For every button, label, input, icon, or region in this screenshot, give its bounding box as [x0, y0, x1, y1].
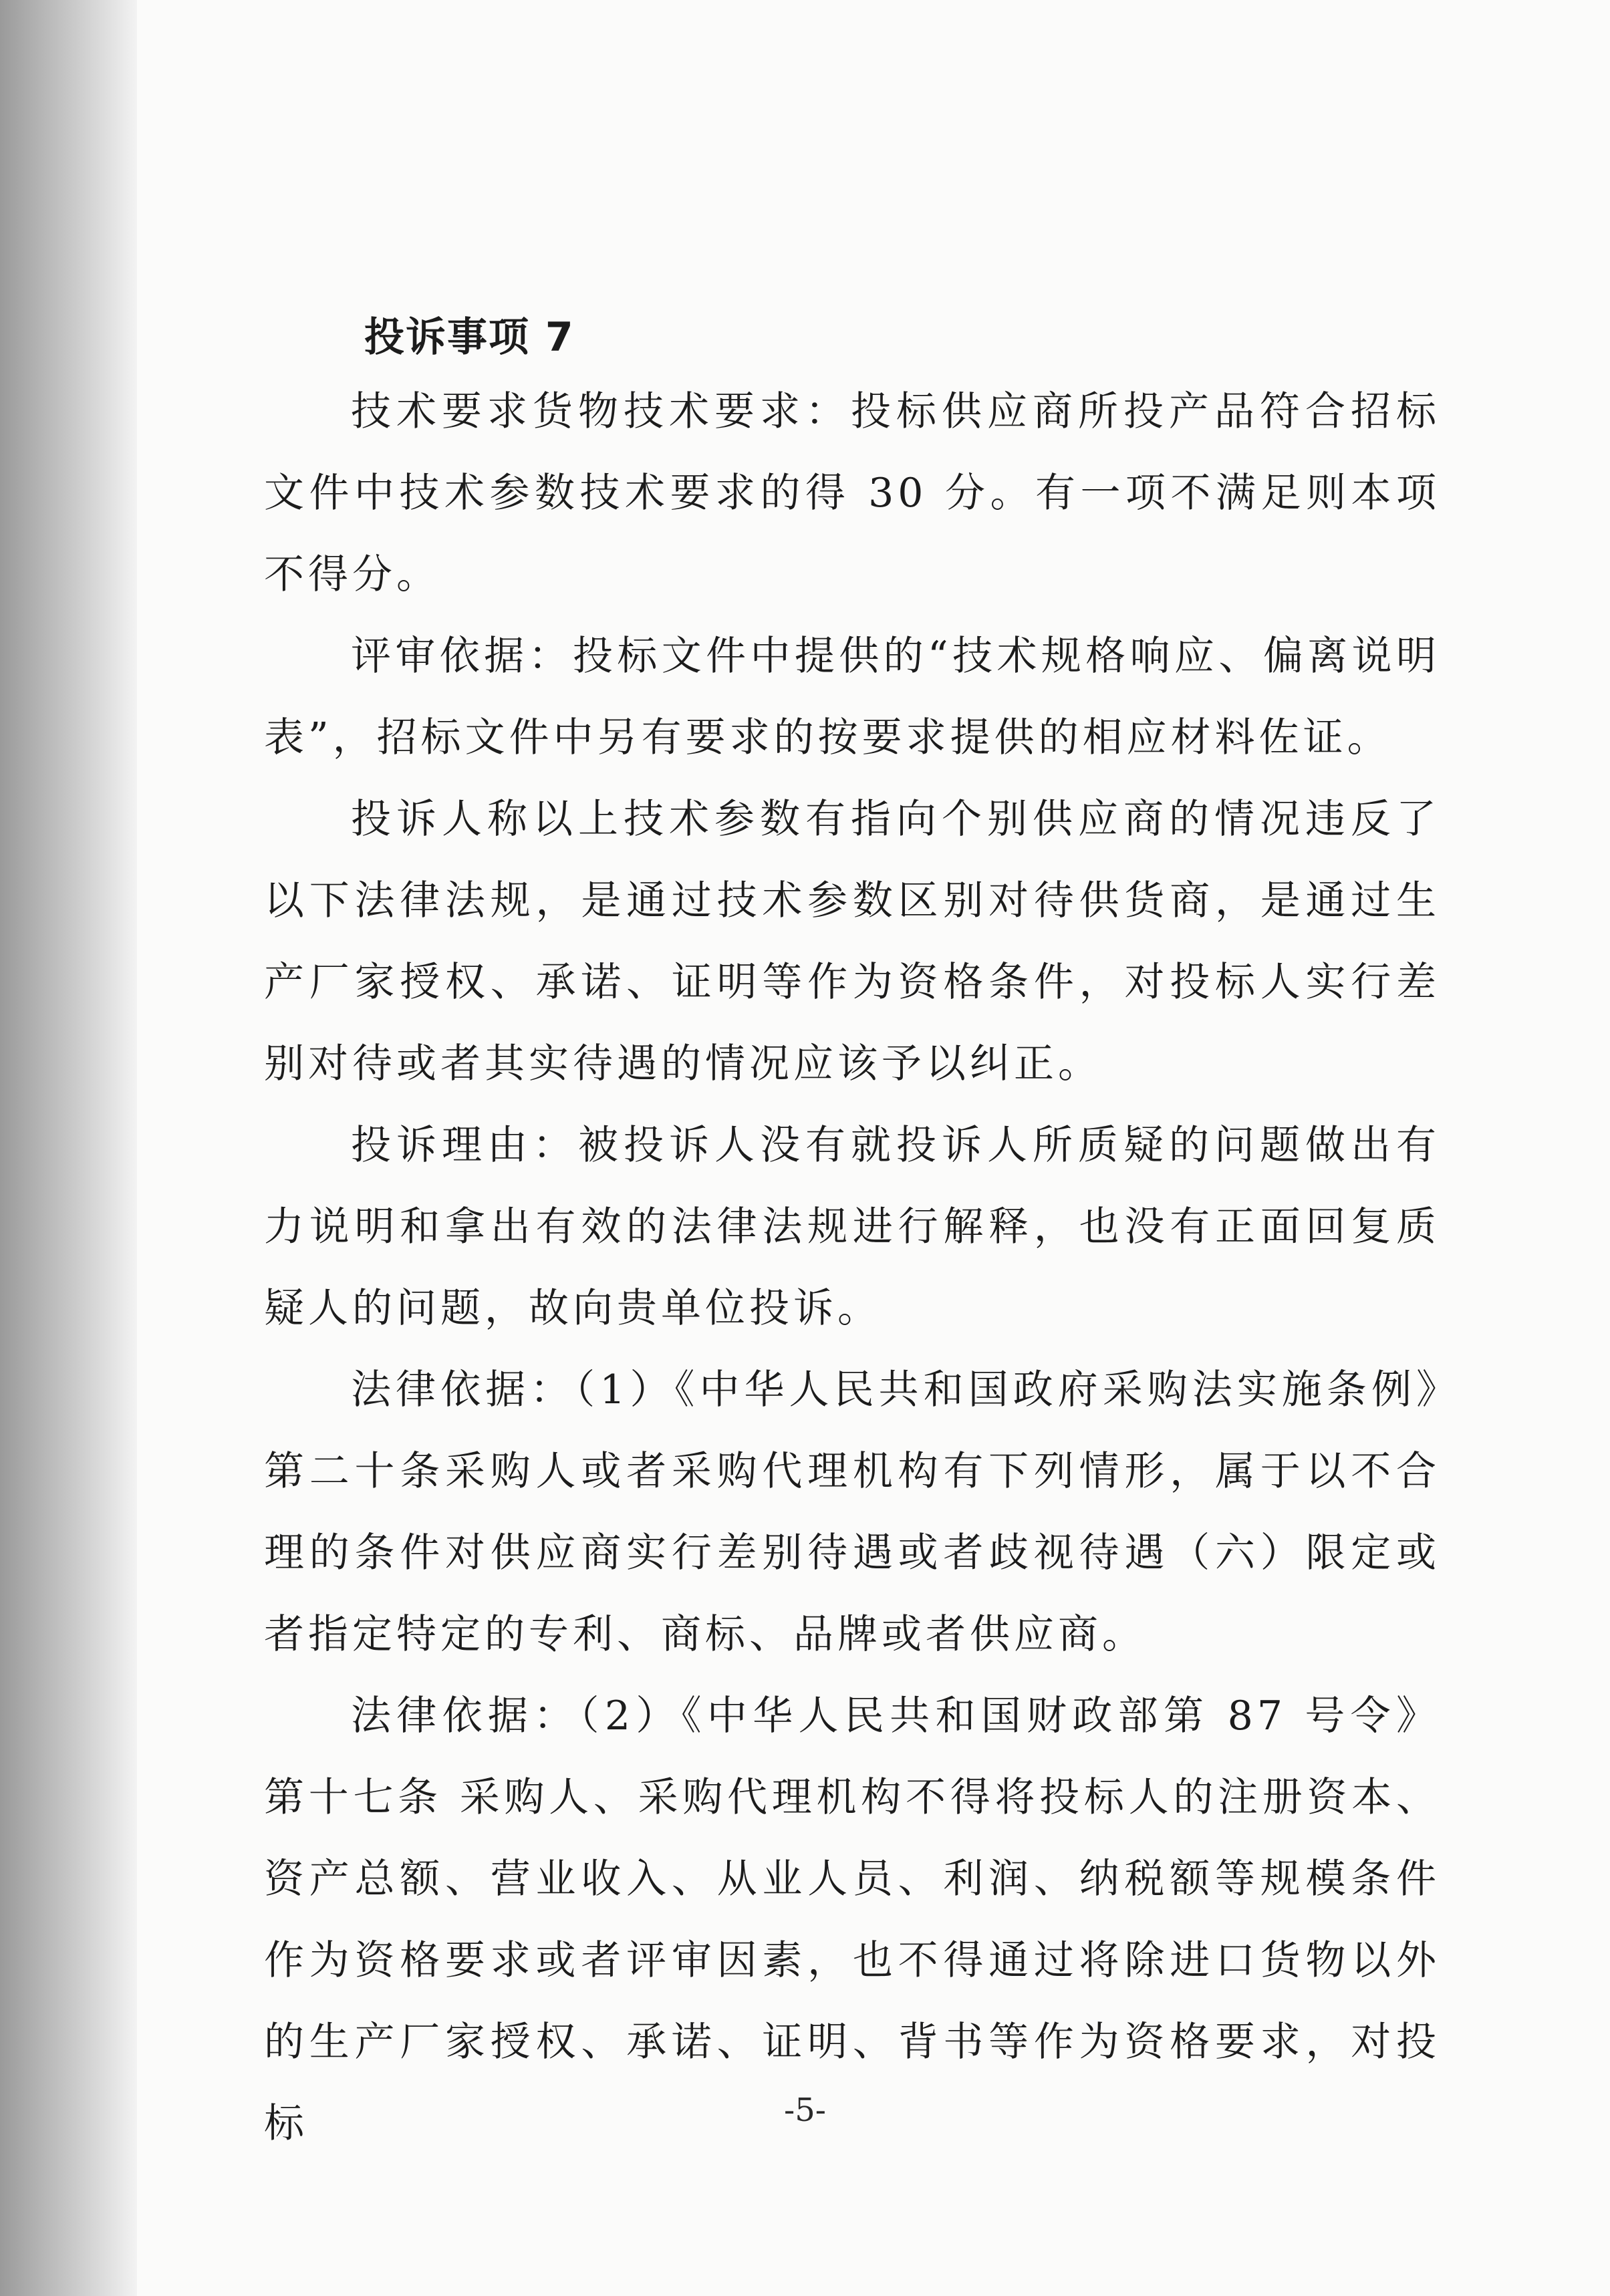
paragraph-complainant-claim: 投诉人称以上技术参数有指向个别供应商的情况违反了以下法律法规，是通过技术参数区别对待供货商，是通过生产厂家授权、承诺、证明等作为资格条件，对投标人实行差别对待或者其实待遇的情况应该予以纠正。 — [264, 796, 1440, 1087]
page-number: -5- — [784, 2092, 826, 2129]
paragraph-legal-basis-1: 法律依据：（1）《中华人民共和国政府采购法实施条例》第二十条采购人或者采购代理机构有下列情形，属于以不合理的条件对供应商实行差别待遇或者歧视待遇（六）限定或者指定特定的专利、商标、品牌或者供应商。 — [264, 1367, 1440, 1658]
document-body — [264, 304, 1440, 2164]
paragraph-complaint-reason: 投诉理由：被投诉人没有就投诉人所质疑的问题做出有力说明和拿出有效的法律法规进行解释，也没有正面回复质疑人的问题，故向贵单位投诉。 — [264, 1122, 1440, 1332]
paragraph-review-basis: 评审依据：投标文件中提供的“技术规格响应、偏离说明表”，招标文件中另有要求的按要求提供的相应材料佐证。 — [264, 633, 1440, 761]
section-heading: 投诉事项 7 — [364, 314, 575, 361]
scan-edge-shadow — [0, 0, 137, 2296]
paragraph-legal-basis-2: 法律依据：（2）《中华人民共和国财政部第 87 号令》第十七条 采购人、采购代理机构不得将投标人的注册资本、资产总额、营业收入、从业人员、利润、纳税额等规模条件作为资格要求或者评审因素，也不得通过将除进口货物以外的生产厂家授权、承诺、证明、背书等作为资格要求，对投标 — [264, 1693, 1440, 2147]
paragraph-technical-requirement: 技术要求货物技术要求：投标供应商所投产品符合招标文件中技术参数技术要求的得 30 分。有一项不满足则本项不得分。 — [264, 388, 1440, 598]
